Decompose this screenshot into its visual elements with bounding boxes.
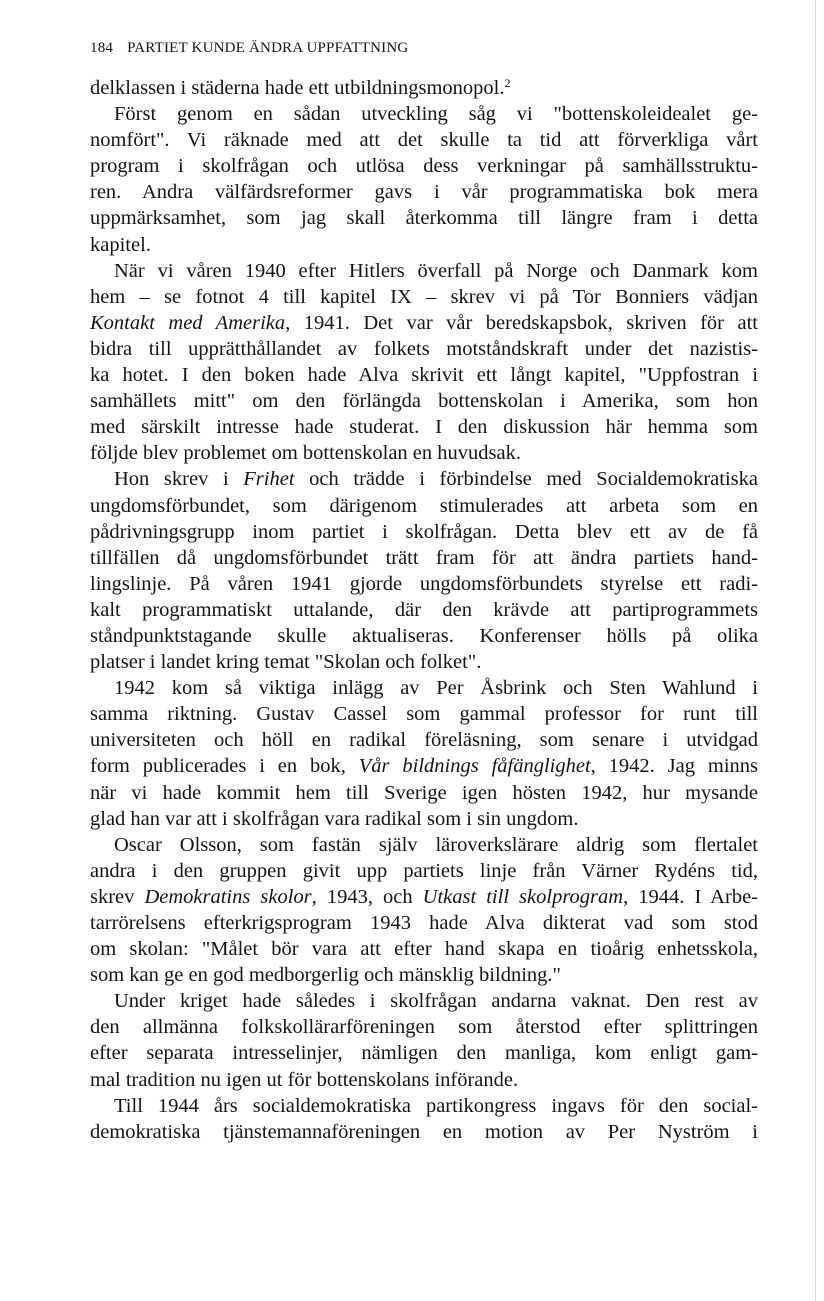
text-line: glad han var att i skolfrågan vara radikal som i sin ungdom. (90, 807, 579, 830)
text-line: samma riktning. Gustav Cassel som gammal professor for runt till (90, 703, 758, 726)
text-line: tarrörelsens efterkrigsprogram 1943 hade Alva dikterat vad som stod (90, 912, 758, 934)
text-line: universiteten och höll en radikal föreläsning, som senare i utvidgad (90, 729, 758, 752)
text-line: Till 1944 års socialdemokratiska partikongress ingavs för den social- (114, 1094, 758, 1117)
text-line: 1942 kom så viktiga inlägg av Per Åsbrink och Sten Wahlund i (114, 677, 758, 700)
text-line: mal tradition nu igen ut för bottenskolans införande. (90, 1068, 519, 1091)
book-title: Vår bildnings fåfänglighet (358, 755, 591, 778)
text-line: med särskilt intresse hade studerat. I den diskussion här hemma som (90, 416, 758, 439)
text-line: när vi hade kommit hem till Sverige igen hösten 1942, hur mysande (90, 781, 758, 804)
text-line: ren. Andra välfärdsreformer gavs i vår programmatiska bok mera (90, 181, 758, 204)
page-edge (815, 0, 816, 1301)
text-line: bidra till upprätthållandet av folkets motståndskraft under det nazistis- (90, 337, 758, 360)
page-number: 184 (90, 40, 114, 56)
book-title: Demokratins skolor (144, 885, 312, 908)
text-line: skrev Demokratins skolor, 1943, och Utkast till skolprogram, 1944. I Arbe- (90, 885, 758, 908)
text-line: form publicerades i en bok, Vår bildnings fåfänglighet, 1942. Jag minns (90, 755, 758, 778)
running-header (90, 40, 408, 57)
text-line: som kan ge en god medborgerlig och mänsklig bildning." (90, 964, 561, 987)
text-line: samhällets mitt" om den förlängda bottenskolan i Amerika, som hon (90, 390, 758, 413)
text-line: platser i landet kring temat "Skolan och folket". (90, 651, 482, 674)
text-line: Kontakt med Amerika, 1941. Det var vår beredskapsbok, skriven för att (90, 311, 758, 334)
text-line: kalt programmatiskt uttalande, där den krävde att partiprogrammets (90, 598, 758, 621)
text-line: nomfört". Vi räknade med att det skulle ta tid att förverkliga vårt (90, 129, 758, 152)
text-line: Oscar Olsson, som fastän själv läroverkslärare aldrig som flertalet (114, 833, 758, 856)
text-line: uppmärksamhet, som jag skall återkomma till längre fram i detta (90, 207, 758, 230)
text-line: ungdomsförbundet, som därigenom stimulerades att arbeta som en (90, 494, 758, 517)
text-line: Hon skrev i Frihet och trädde i förbindelse med Socialdemokratiska (114, 468, 758, 491)
text-line: hem – se fotnot 4 till kapitel IX – skrev vi på Tor Bonniers vädjan (90, 285, 758, 308)
book-title: Utkast till skolprogram (422, 885, 624, 908)
text-line: andra i den gruppen givit upp partiets linje från Värner Rydéns tid, (90, 859, 758, 882)
chapter-title: PARTIET KUNDE ÄNDRA UPPFATTNING (127, 40, 409, 56)
text-line: om skolan: "Målet bör vara att efter hand skapa en tioårig enhetsskola, (90, 938, 758, 961)
text-line: efter separata intresselinjer, nämligen den manliga, kom enligt gam- (90, 1042, 758, 1065)
text-line: Under kriget hade således i skolfrågan andarna vaknat. Den rest av (114, 990, 758, 1013)
text-line: Först genom en sådan utveckling såg vi "bottenskoleidealet ge- (114, 103, 758, 126)
book-title: Kontakt med Amerika (90, 311, 286, 334)
text-line: pådrivningsgrupp inom partiet i skolfrågan. Detta blev ett av de få (90, 520, 758, 543)
text-line: kapitel. (90, 233, 151, 256)
text-line: följde blev problemet om bottenskolan en huvudsak. (90, 442, 521, 465)
footnote-reference: 2 (504, 76, 511, 90)
text-line: den allmänna folkskollärarföreningen som återstod efter splittringen (90, 1016, 758, 1039)
text-line: tillfällen då ungdomsförbundet trätt fram för att ändra partiets hand- (90, 546, 758, 569)
book-title: Frihet (243, 468, 295, 491)
text-line: program i skolfrågan och utlösa dess verkningar på samhällsstruktu- (90, 155, 758, 178)
text-line: delklassen i städerna hade ett utbildningsmonopol.$^2$ (90, 76, 511, 99)
text-line: ståndpunktstagande skulle aktualiseras. Konferenser hölls på olika (90, 624, 758, 647)
text-line: ka hotet. I den boken hade Alva skrivit ett långt kapitel, "Uppfostran i (90, 364, 758, 387)
body-text (90, 75, 758, 1145)
text-line: lingslinje. På våren 1941 gjorde ungdomsförbundets styrelse ett radi- (90, 572, 758, 595)
text-line: demokratiska tjänstemannaföreningen en motion av Per Nyström i (90, 1120, 758, 1143)
text-line: När vi våren 1940 efter Hitlers överfall på Norge och Danmark kom (114, 259, 758, 282)
